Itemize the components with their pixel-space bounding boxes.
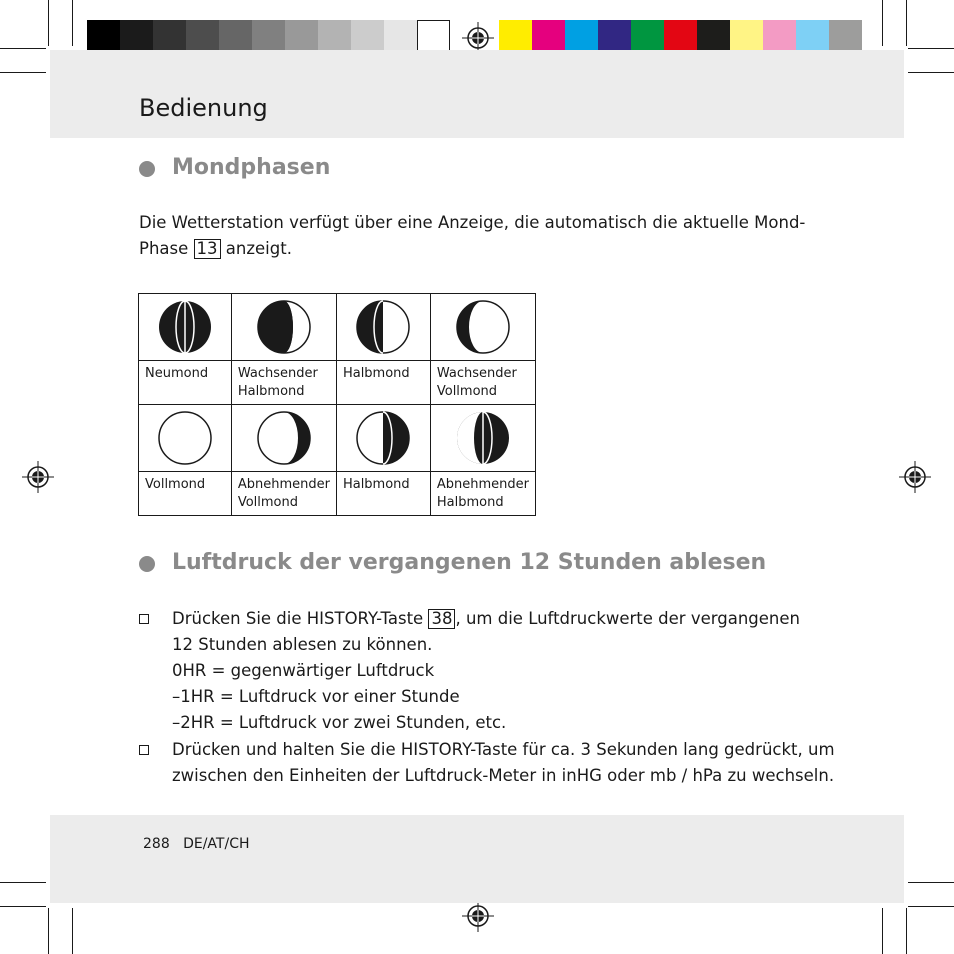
- list-text: Drücken Sie die HISTORY-Taste: [172, 609, 424, 628]
- moon-icon-cell: [139, 294, 232, 361]
- moon-label: Vollmond: [145, 477, 206, 492]
- moon-label-row: [139, 472, 536, 516]
- moon-label-cell: [430, 361, 535, 405]
- color-swatch: [796, 20, 829, 54]
- color-swatch: [697, 20, 730, 54]
- list-line: 12 Stunden ablesen zu können.: [172, 635, 433, 654]
- crop-mark: [48, 0, 49, 46]
- moon-label: Halbmond: [342, 366, 410, 381]
- first-quarter-icon: [355, 299, 411, 355]
- page-number: 288: [143, 836, 170, 852]
- paragraph-text: Phase: [139, 239, 189, 258]
- moon-icon-cell: [430, 294, 535, 361]
- moon-label: Wachsender: [436, 366, 517, 381]
- list-item: [139, 737, 839, 789]
- last-quarter-icon: [355, 410, 411, 466]
- moon-label-cell: [336, 472, 430, 516]
- crop-mark: [882, 0, 883, 46]
- crop-mark: [72, 0, 73, 46]
- moon-label: Halbmond: [342, 477, 410, 492]
- crop-mark: [0, 48, 46, 49]
- moon-label: Halbmond: [436, 495, 504, 510]
- moon-phase-table: [138, 293, 536, 516]
- moon-label: Wachsender: [237, 366, 318, 381]
- color-swatch: [565, 20, 598, 54]
- moon-label-cell: [231, 472, 336, 516]
- moon-label-row: [139, 361, 536, 405]
- registration-mark-icon: [22, 461, 54, 493]
- moon-icon-cell: [231, 405, 336, 472]
- list-line: –2HR = Luftdruck vor zwei Stunden, etc.: [172, 713, 507, 732]
- list-line: [172, 606, 800, 632]
- registration-mark-icon: [899, 461, 931, 493]
- list-line: Drücken und halten Sie die HISTORY-Taste für ca. 3 Sekunden lang gedrückt, um: [172, 740, 835, 759]
- section-title-luftdruck: Luftdruck der vergangenen 12 Stunden ablesen: [172, 550, 767, 575]
- color-swatch: [351, 20, 384, 54]
- moon-icon-cell: [231, 294, 336, 361]
- moon-icon-row: [139, 294, 536, 361]
- crop-mark: [0, 882, 46, 883]
- moon-label: Vollmond: [237, 495, 298, 510]
- color-swatch: [318, 20, 351, 54]
- color-swatch: [730, 20, 763, 54]
- crop-mark: [906, 908, 907, 954]
- mondphasen-paragraph: [139, 210, 805, 262]
- color-swatch: [532, 20, 565, 54]
- page-title: Bedienung: [139, 94, 268, 122]
- list-text: , um die Luftdruckwerte der vergangenen: [455, 609, 800, 628]
- paragraph-line: Die Wetterstation verfügt über eine Anzeige, die automatisch die aktuelle Mond-: [139, 213, 806, 232]
- color-swatch: [285, 20, 318, 54]
- color-swatch: [499, 20, 532, 54]
- list-line: –1HR = Luftdruck vor einer Stunde: [172, 687, 460, 706]
- crop-mark: [0, 906, 46, 907]
- moon-label: Halbmond: [237, 384, 305, 399]
- crop-mark: [908, 48, 954, 49]
- moon-label-cell: [139, 472, 232, 516]
- moon-icon-cell: [430, 405, 535, 472]
- crop-mark: [882, 908, 883, 954]
- checkbox-square-icon: [139, 614, 149, 624]
- waning-crescent-icon: [455, 410, 511, 466]
- color-swatch: [120, 20, 153, 54]
- checkbox-square-icon: [139, 745, 149, 755]
- color-swatch: [87, 20, 120, 54]
- waxing-gibbous-icon: [455, 299, 511, 355]
- section-bullet-icon: [139, 161, 155, 177]
- crop-mark: [906, 0, 907, 46]
- color-swatch: [186, 20, 219, 54]
- reference-number-box: 38: [428, 609, 455, 629]
- registration-mark-icon: [462, 900, 494, 932]
- color-swatch: [252, 20, 285, 54]
- color-swatch: [664, 20, 697, 54]
- moon-label-cell: [231, 361, 336, 405]
- reference-number-box: 13: [194, 239, 221, 259]
- moon-icon-cell: [336, 294, 430, 361]
- crop-mark: [908, 882, 954, 883]
- crop-mark: [0, 72, 46, 73]
- list-item: [139, 606, 839, 736]
- region-label: DE/AT/CH: [183, 836, 250, 852]
- color-swatch: [219, 20, 252, 54]
- page-footer: [143, 836, 250, 852]
- waning-gibbous-icon: [256, 410, 312, 466]
- moon-label-cell: [430, 472, 535, 516]
- new-moon-icon: [157, 299, 213, 355]
- crop-mark: [48, 908, 49, 954]
- moon-label: Vollmond: [436, 384, 498, 399]
- list-line: 0HR = gegenwärtiger Luftdruck: [172, 661, 435, 680]
- moon-icon-cell: [139, 405, 232, 472]
- full-moon-icon: [157, 410, 213, 466]
- color-swatch: [763, 20, 796, 54]
- moon-label: Neumond: [145, 366, 209, 381]
- color-swatch: [417, 20, 450, 54]
- color-swatch: [384, 20, 417, 54]
- gray-swatch-bar: [87, 20, 450, 54]
- crop-mark: [908, 72, 954, 73]
- section-bullet-icon: [139, 556, 155, 572]
- moon-icon-cell: [336, 405, 430, 472]
- crop-mark: [908, 906, 954, 907]
- list-line: zwischen den Einheiten der Luftdruck-Meter in inHG oder mb / hPa zu wechseln.: [172, 766, 835, 785]
- waxing-crescent-icon: [256, 299, 312, 355]
- moon-label-cell: [139, 361, 232, 405]
- moon-label: Abnehmender: [237, 477, 330, 492]
- section-title-mondphasen: Mondphasen: [172, 155, 331, 180]
- paragraph-line: [139, 236, 805, 262]
- color-swatch: [153, 20, 186, 54]
- color-swatch: [829, 20, 862, 54]
- moon-icon-row: [139, 405, 536, 472]
- color-swatch-bar: [499, 20, 862, 54]
- moon-label: Abnehmender: [436, 477, 529, 492]
- paragraph-text: anzeigt.: [225, 239, 292, 258]
- crop-mark: [72, 908, 73, 954]
- color-swatch: [598, 20, 631, 54]
- moon-label-cell: [336, 361, 430, 405]
- footer-band: [50, 815, 904, 903]
- color-swatch: [631, 20, 664, 54]
